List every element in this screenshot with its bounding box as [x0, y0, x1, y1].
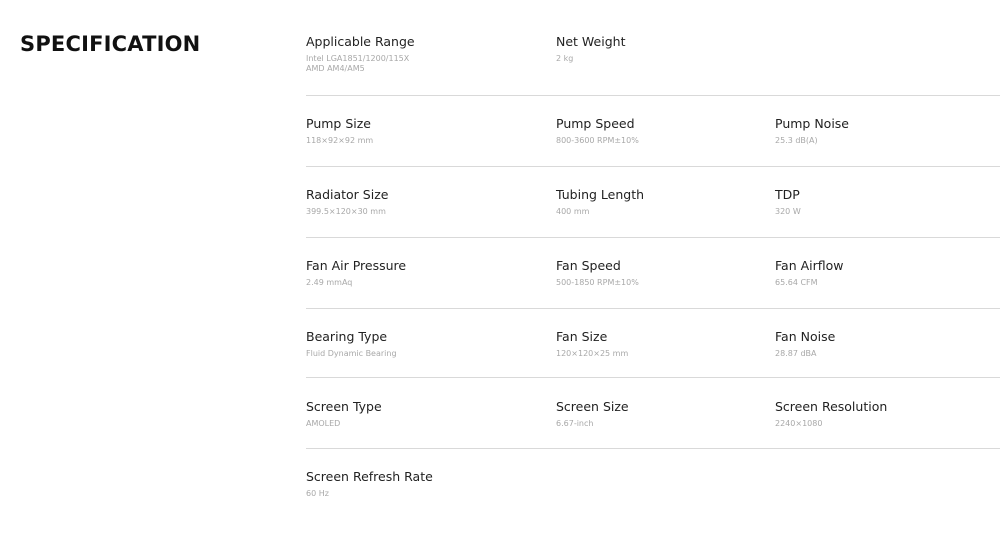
- spec-value: 25.3 dB(A): [775, 136, 818, 145]
- spec-item: [556, 34, 756, 64]
- spec-label: Fan Noise: [775, 329, 836, 344]
- spec-value: 400 mm: [556, 207, 590, 216]
- row-divider: [306, 237, 1000, 238]
- spec-label: Tubing Length: [556, 187, 645, 202]
- spec-value: 320 W: [775, 207, 801, 216]
- spec-item: [306, 34, 506, 74]
- spec-label: Screen Size: [556, 399, 629, 414]
- spec-label: Pump Speed: [556, 116, 635, 131]
- spec-item: [775, 399, 975, 429]
- spec-label: Fan Airflow: [775, 258, 844, 273]
- spec-label: Radiator Size: [306, 187, 389, 202]
- spec-item: [306, 258, 506, 288]
- spec-label: Applicable Range: [306, 34, 415, 49]
- spec-item: [306, 469, 506, 499]
- spec-label: Fan Size: [556, 329, 608, 344]
- spec-item: [775, 187, 975, 217]
- spec-value: 2240×1080: [775, 419, 823, 428]
- spec-label: Fan Speed: [556, 258, 621, 273]
- spec-value: 2.49 mmAq: [306, 278, 353, 287]
- spec-value: AMOLED: [306, 419, 341, 428]
- spec-label: Net Weight: [556, 34, 626, 49]
- spec-label: Pump Noise: [775, 116, 849, 131]
- spec-value: 28.87 dBA: [775, 349, 817, 358]
- spec-item: [556, 258, 756, 288]
- spec-value: 800-3600 RPM±10%: [556, 136, 639, 145]
- row-divider: [306, 377, 1000, 378]
- spec-item: [775, 329, 975, 359]
- spec-label: Screen Resolution: [775, 399, 888, 414]
- page-title: SPECIFICATION: [20, 32, 201, 56]
- spec-item: [556, 329, 756, 359]
- spec-label: Bearing Type: [306, 329, 388, 344]
- spec-item: [306, 187, 506, 217]
- spec-item: [775, 116, 975, 146]
- spec-value: 399.5×120×30 mm: [306, 207, 386, 216]
- row-divider: [306, 308, 1000, 309]
- spec-item: [775, 258, 975, 288]
- spec-item: [556, 399, 756, 429]
- spec-value: 2 kg: [556, 54, 574, 63]
- spec-value: 60 Hz: [306, 489, 329, 498]
- spec-value: Intel LGA1851/1200/115X AMD AM4/AM5: [306, 54, 410, 73]
- spec-value: 6.67-inch: [556, 419, 594, 428]
- spec-value: Fluid Dynamic Bearing: [306, 349, 397, 358]
- spec-label: TDP: [775, 187, 800, 202]
- row-divider: [306, 448, 1000, 449]
- spec-label: Screen Type: [306, 399, 382, 414]
- spec-label: Pump Size: [306, 116, 371, 131]
- row-divider: [306, 166, 1000, 167]
- spec-item: [306, 116, 506, 146]
- spec-item: [306, 399, 506, 429]
- row-divider: [306, 95, 1000, 96]
- spec-item: [306, 329, 506, 359]
- spec-value: 118×92×92 mm: [306, 136, 374, 145]
- spec-value: 500-1850 RPM±10%: [556, 278, 639, 287]
- spec-value: 120×120×25 mm: [556, 349, 629, 358]
- spec-item: [556, 187, 756, 217]
- spec-label: Fan Air Pressure: [306, 258, 407, 273]
- spec-item: [556, 116, 756, 146]
- spec-label: Screen Refresh Rate: [306, 469, 433, 484]
- spec-value: 65.64 CFM: [775, 278, 818, 287]
